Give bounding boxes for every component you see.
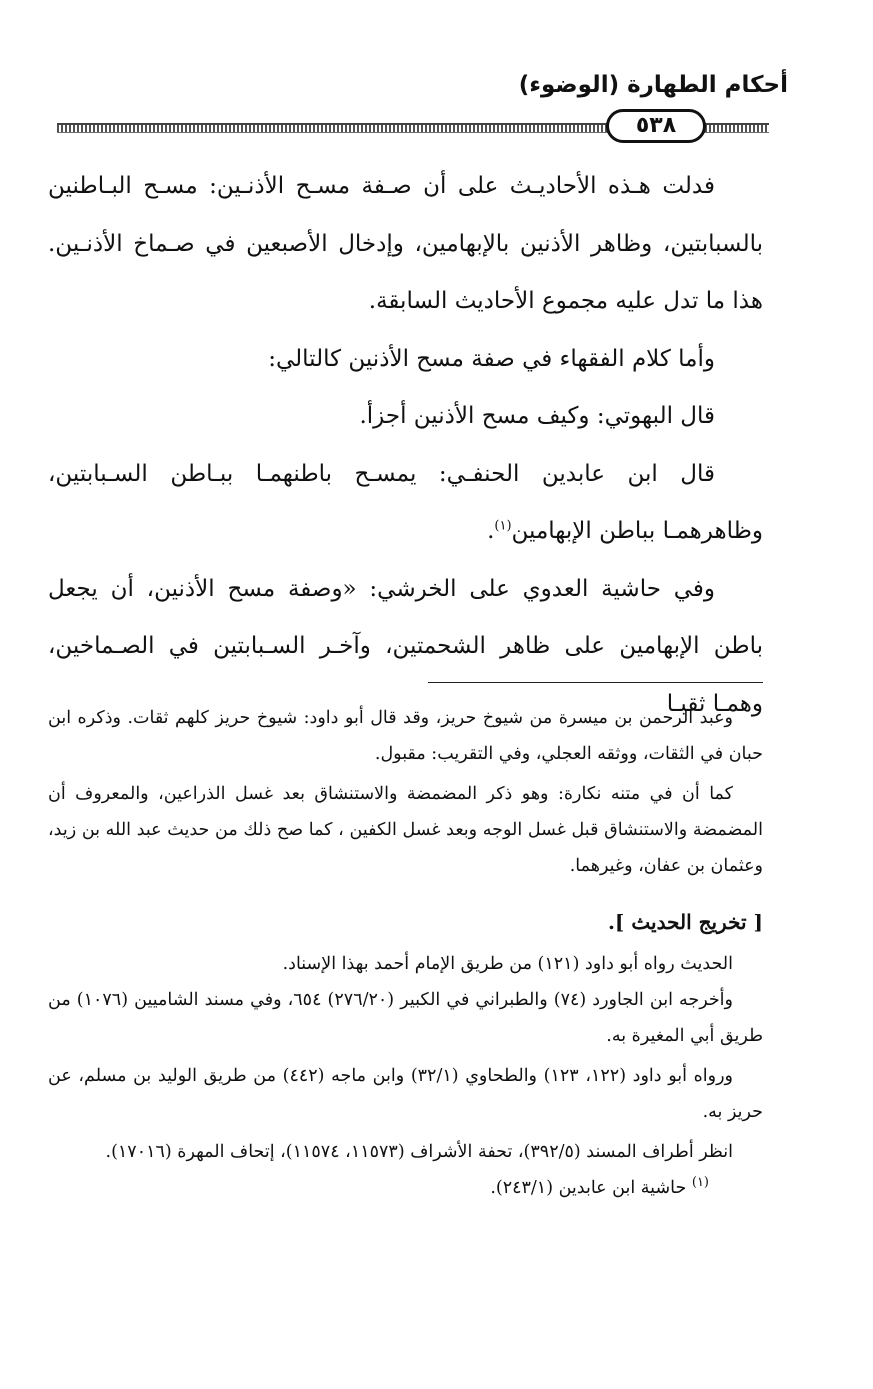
footnote-continued: وعبد الرحمن بن ميسرة من شيوخ حريز، وقد قال أبو داود: شيوخ حريز كلهم ثقات. وذكره ابن حبان في الثقات، ووثقه العجلي، وفي التقريب: مقبول. bbox=[48, 708, 763, 764]
takhrij-line: انظر أطراف المسند (٣٩٢/٥)، تحفة الأشراف (١١٥٧٣، ١١٥٧٤)، إتحاف المهرة (١٧٠١٦). bbox=[105, 1142, 733, 1162]
takhrij-line: الحديث رواه أبو داود (١٢١) من طريق الإمام أحمد بهذا الإسناد. bbox=[282, 954, 733, 974]
paragraph: فدلت هـذه الأحاديـث على أن صـفة مسـح الأذنـين: مسـح البـاطنين بالسبابتين، وظاهر الأذنين بالإبهامين، وإدخال الأصبعين في صـماخ الأذنـين. هذا ما تدل عليه مجموع الأحاديث السابقة. bbox=[48, 173, 763, 314]
running-title: أحكام الطهارة (الوضوء) bbox=[518, 72, 788, 98]
paragraph: قال البهوتي: وكيف مسح الأذنين أجزأ. bbox=[359, 403, 715, 429]
takhrij-line: وأخرجه ابن الجاورد (٧٤) والطبراني في الكبير (٢٧٦/٢٠) ٦٥٤، وفي مسند الشاميين (١٠٧٦) من طريق أبي المغيرة به. bbox=[48, 990, 763, 1046]
paragraph: وأما كلام الفقهاء في صفة مسح الأذنين كالتالي: bbox=[268, 345, 715, 372]
footnote-1 bbox=[48, 1170, 763, 1206]
footnote-ref[interactable]: (١) bbox=[494, 518, 512, 534]
paragraph-end: . bbox=[487, 518, 495, 544]
page-number: ٥٣٨ bbox=[635, 113, 677, 138]
footnotes bbox=[48, 700, 763, 1206]
paragraph: وفي حاشية العدوي على الخرشي: «وصفة مسح الأذنين، أن يجعل باطن الإبهامين على ظاهر الشحمتين، وآخـر السـبابتين في الصـماخين، وهمـا ثقبـا bbox=[48, 575, 763, 717]
paragraph-text: قال ابن عابدين الحنفـي: يمسـح باطنهمـا ببـاطن السـبابتين، وظاهرهمـا بباطن الإبهامين bbox=[48, 460, 763, 544]
page-number-frame bbox=[606, 109, 706, 143]
paragraph bbox=[48, 446, 763, 561]
footnote-continued: كما أن في متنه نكارة: وهو ذكر المضمضة والاستنشاق بعد غسل الذراعين، والمعروف أن المضمضة والاستنشاق قبل غسل الوجه وبعد غسل الكفين ، كما صح ذلك من حديث عبد الله بن زيد، وعثمان بن عفان، وغيرهما. bbox=[48, 784, 763, 876]
takhrij-heading: [ تخريج الحديث ]. bbox=[607, 910, 763, 934]
footnote-1-text: حاشية ابن عابدين (٢٤٣/١). bbox=[490, 1178, 687, 1198]
footnote-separator bbox=[428, 682, 763, 683]
main-text bbox=[48, 158, 763, 733]
footnote-1-marker: (١) bbox=[691, 1175, 709, 1191]
takhrij-line: ورواه أبو داود (١٢٢، ١٢٣) والطحاوي (٣٢/١) وابن ماجه (٤٤٢) من طريق الوليد بن مسلم، عن حريز به. bbox=[48, 1066, 763, 1122]
